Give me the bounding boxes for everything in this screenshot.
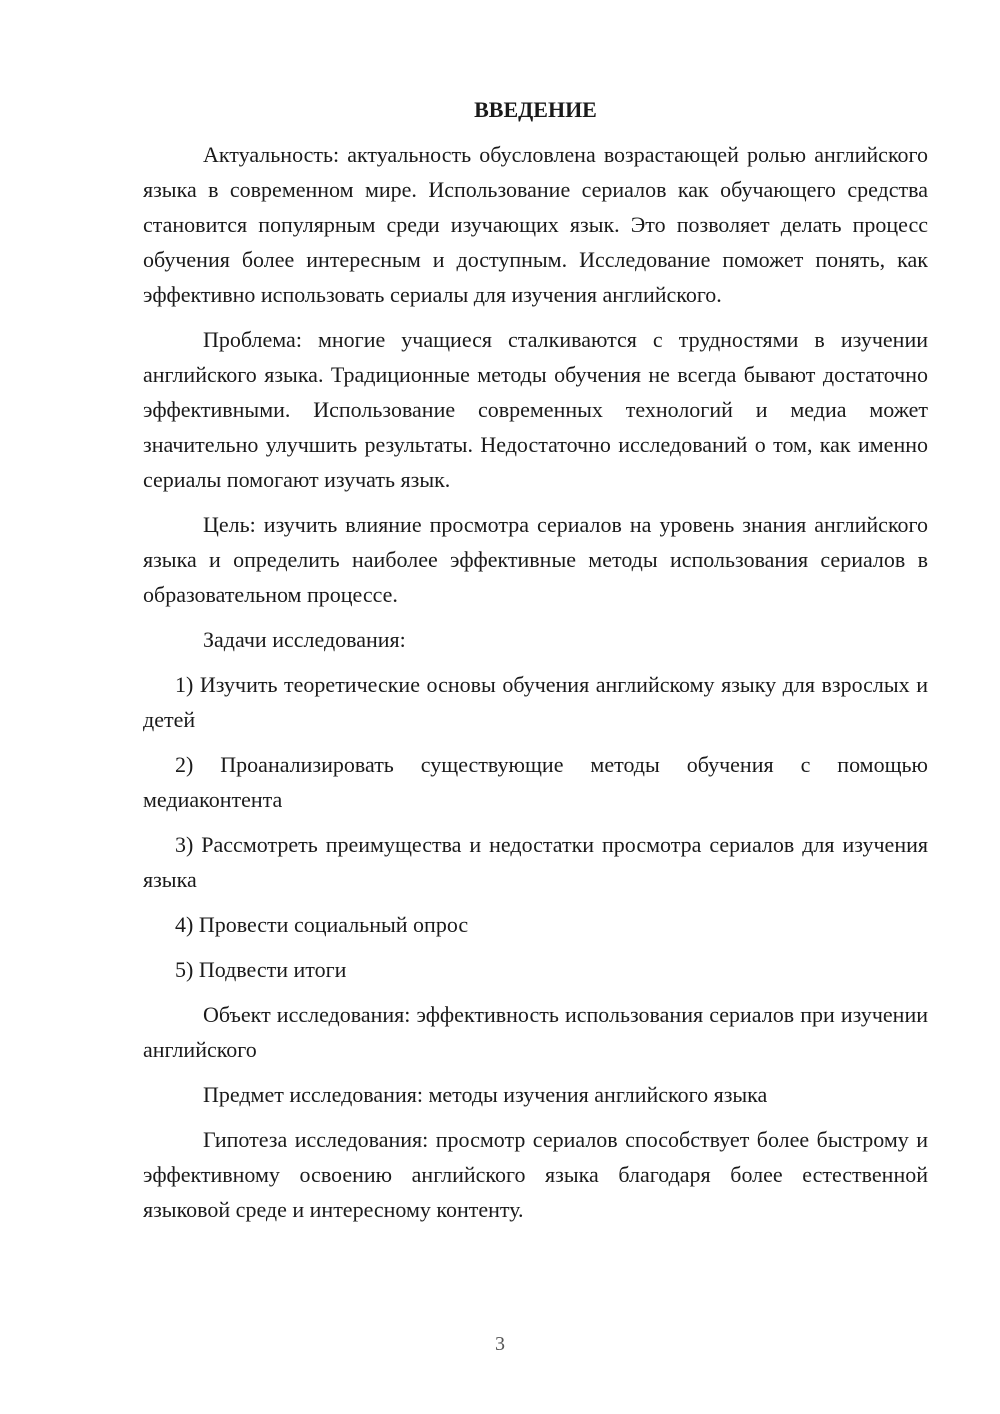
paragraph-hypothesis: Гипотеза исследования: просмотр сериалов способствует более быстрому и эффективному освоению английского языка благодаря более естественной языковой среде и интересному контенту. <box>143 1127 928 1222</box>
paragraph-object: Объект исследования: эффективность использования сериалов при изучении английского <box>143 1002 928 1062</box>
task-item-1: 1) Изучить теоретические основы обучения английскому языку для взрослых и детей <box>143 672 928 732</box>
task-item-2: 2) Проанализировать существующие методы обучения с помощью медиаконтента <box>143 752 928 812</box>
page-number: 3 <box>495 1333 505 1355</box>
paragraph-goal: Цель: изучить влияние просмотра сериалов на уровень знания английского языка и определить наиболее эффективные методы использования сериалов в образовательном процессе. <box>143 512 928 607</box>
paragraph-problem: Проблема: многие учащиеся сталкиваются с трудностями в изучении английского языка. Традиционные методы обучения не всегда бывают достаточно эффективными. Использование современных технологий и медиа может значительно улучшить результаты. Недостаточно исследований о том, как именно сериалы помогают изучать язык. <box>143 327 928 492</box>
task-item-5: 5) Подвести итоги <box>175 957 347 982</box>
page-content <box>143 92 928 1237</box>
page-title: ВВЕДЕНИЕ <box>474 97 597 122</box>
paragraph-relevance: Актуальность: актуальность обусловлена возрастающей ролью английского языка в современном мире. Использование сериалов как обучающего средства становится популярным среди изучающих язык. Это позволяет делать процесс обучения более интересным и доступным. Исследование поможет понять, как эффективно использовать сериалы для изучения английского. <box>143 142 928 307</box>
paragraph-subject: Предмет исследования: методы изучения английского языка <box>203 1082 768 1107</box>
task-item-4: 4) Провести социальный опрос <box>175 912 469 937</box>
task-item-3: 3) Рассмотреть преимущества и недостатки просмотра сериалов для изучения языка <box>143 832 928 892</box>
paragraph-tasks-heading: Задачи исследования: <box>203 627 406 652</box>
